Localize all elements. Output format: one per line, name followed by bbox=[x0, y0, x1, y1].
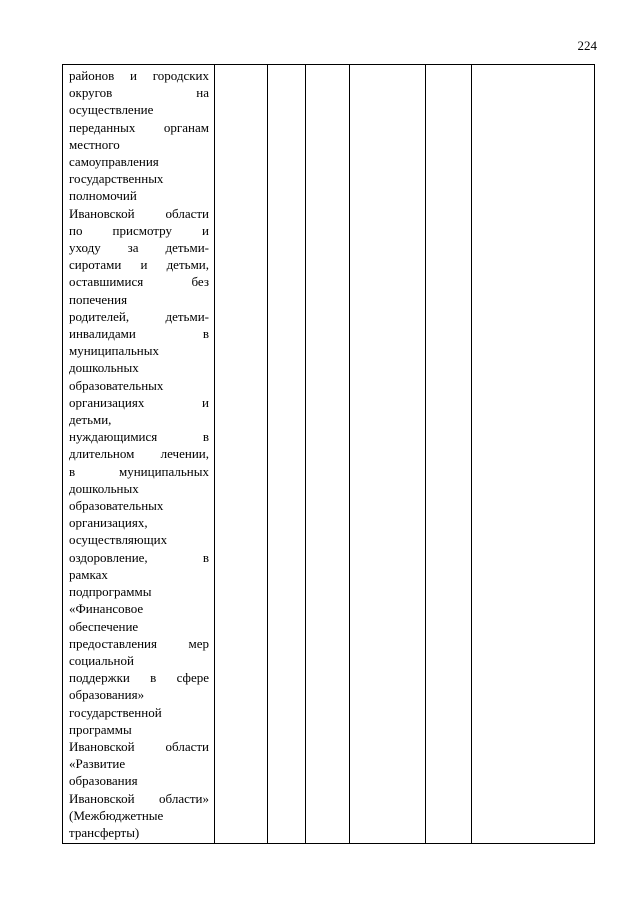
text-line: длительном лечении, bbox=[69, 446, 209, 462]
table-cell-3 bbox=[268, 65, 306, 844]
text-line: подпрограммы bbox=[69, 584, 152, 600]
text-line: оставшимися без bbox=[69, 274, 209, 290]
text-line: родителей, детьми- bbox=[69, 308, 209, 324]
text-line: обеспечение bbox=[69, 618, 139, 634]
table-row bbox=[63, 65, 595, 844]
text-line: осуществление bbox=[69, 102, 154, 118]
text-line: в муниципальных bbox=[69, 463, 209, 479]
text-line: Ивановской области bbox=[69, 205, 209, 221]
text-line: дошкольных bbox=[69, 360, 139, 376]
text-line: рамках bbox=[69, 566, 108, 582]
text-line: местного bbox=[69, 136, 120, 152]
text-line: организациях и bbox=[69, 394, 209, 410]
table-cell-5 bbox=[350, 65, 426, 844]
text-line: сиротами и детьми, bbox=[69, 257, 209, 273]
text-line: самоуправления bbox=[69, 154, 159, 170]
description-text bbox=[63, 65, 214, 841]
text-line: «Финансовое bbox=[69, 601, 144, 617]
text-line: государственной bbox=[69, 704, 162, 720]
budget-table bbox=[62, 64, 595, 844]
text-line: детьми, bbox=[69, 412, 112, 428]
text-line: организациях, bbox=[69, 515, 148, 531]
text-line: социальной bbox=[69, 652, 134, 668]
text-line: муниципальных bbox=[69, 343, 160, 359]
text-line: государственных bbox=[69, 171, 164, 187]
text-line: попечения bbox=[69, 291, 128, 307]
page-number: 224 bbox=[577, 38, 597, 53]
text-line: Ивановской области» bbox=[69, 790, 209, 806]
text-line: трансферты) bbox=[69, 824, 140, 840]
text-line: переданных органам bbox=[69, 119, 209, 135]
text-line: оздоровление, в bbox=[69, 549, 209, 565]
text-line: районов и городских bbox=[69, 68, 209, 83]
text-line: округов на bbox=[69, 85, 209, 101]
table-cell-7 bbox=[472, 65, 595, 844]
text-line: по присмотру и bbox=[69, 222, 209, 238]
table-cell-4 bbox=[306, 65, 350, 844]
text-line: предоставления мер bbox=[69, 635, 209, 651]
text-line: «Развитие bbox=[69, 756, 126, 772]
text-line: полномочий bbox=[69, 188, 137, 204]
text-line: Ивановской области bbox=[69, 738, 209, 754]
text-line: поддержки в сфере bbox=[69, 670, 209, 686]
text-line: осуществляющих bbox=[69, 532, 168, 548]
text-line: программы bbox=[69, 721, 132, 737]
text-line: (Межбюджетные bbox=[69, 807, 164, 823]
table-cell-6 bbox=[426, 65, 472, 844]
description-cell bbox=[63, 65, 215, 844]
text-line: уходу за детьми- bbox=[69, 240, 209, 256]
text-line: нуждающимися в bbox=[69, 429, 209, 445]
text-line: образовательных bbox=[69, 498, 164, 514]
text-line: образования bbox=[69, 773, 138, 789]
table-cell-2 bbox=[215, 65, 268, 844]
text-line: дошкольных bbox=[69, 480, 139, 496]
text-line: образовательных bbox=[69, 377, 164, 393]
text-line: инвалидами в bbox=[69, 326, 209, 342]
text-line: образования» bbox=[69, 687, 145, 703]
